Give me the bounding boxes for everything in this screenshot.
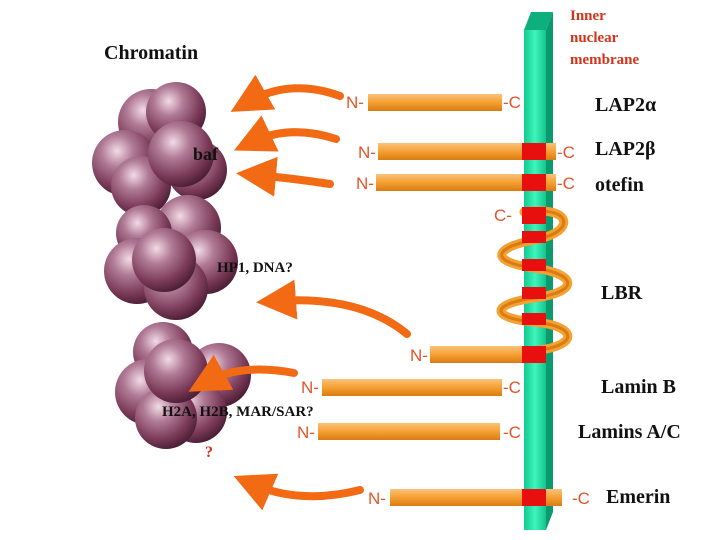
otefin-label: otefin — [595, 174, 644, 196]
laminb-bar — [322, 379, 502, 396]
lap2b-bar — [378, 143, 546, 160]
svg-text:-C: -C — [503, 93, 521, 112]
svg-text:-C: -C — [503, 378, 521, 397]
svg-text:-C: -C — [557, 143, 575, 162]
svg-text:membrane: membrane — [570, 52, 640, 68]
hp1-label: HP1, DNA? — [217, 260, 293, 276]
membrane-label — [570, 8, 639, 68]
laminb-label: Lamin B — [601, 376, 677, 398]
chromatin-label: Chromatin — [104, 42, 199, 64]
histones-label: H2A, H2B, MAR/SAR? — [162, 404, 314, 420]
svg-text:N-: N- — [356, 174, 374, 193]
question-label: ? — [205, 444, 213, 461]
svg-text:-C: -C — [572, 489, 590, 508]
svg-text:-C: -C — [557, 174, 575, 193]
svg-text:N-: N- — [368, 489, 386, 508]
laminac-label: Lamins A/C — [578, 421, 681, 443]
lap2a-label: LAP2α — [595, 94, 657, 116]
svg-text:N-: N- — [346, 93, 364, 112]
svg-text:Inner: Inner — [570, 8, 606, 24]
laminac-bar — [318, 423, 500, 440]
svg-text:C-: C- — [494, 206, 512, 225]
baf-label: baf — [193, 144, 219, 164]
emerin-label: Emerin — [606, 486, 671, 508]
svg-text:-C: -C — [503, 423, 521, 442]
lap2b-label: LAP2β — [595, 138, 656, 160]
arrow-lap2a — [248, 88, 340, 102]
svg-text:nuclear: nuclear — [570, 30, 619, 46]
lbr-label: LBR — [601, 282, 643, 304]
svg-text:N-: N- — [358, 143, 376, 162]
lap2a-bar — [368, 94, 502, 111]
otefin-bar — [376, 174, 546, 191]
arrow-emerin — [252, 484, 360, 496]
arrow-otefin — [256, 175, 330, 184]
svg-text:N-: N- — [301, 378, 319, 397]
protein-labels — [578, 94, 681, 508]
arrow-lbr — [276, 300, 407, 334]
arrow-lap2b — [252, 132, 336, 142]
svg-text:N-: N- — [297, 423, 315, 442]
svg-text:N-: N- — [410, 346, 428, 365]
